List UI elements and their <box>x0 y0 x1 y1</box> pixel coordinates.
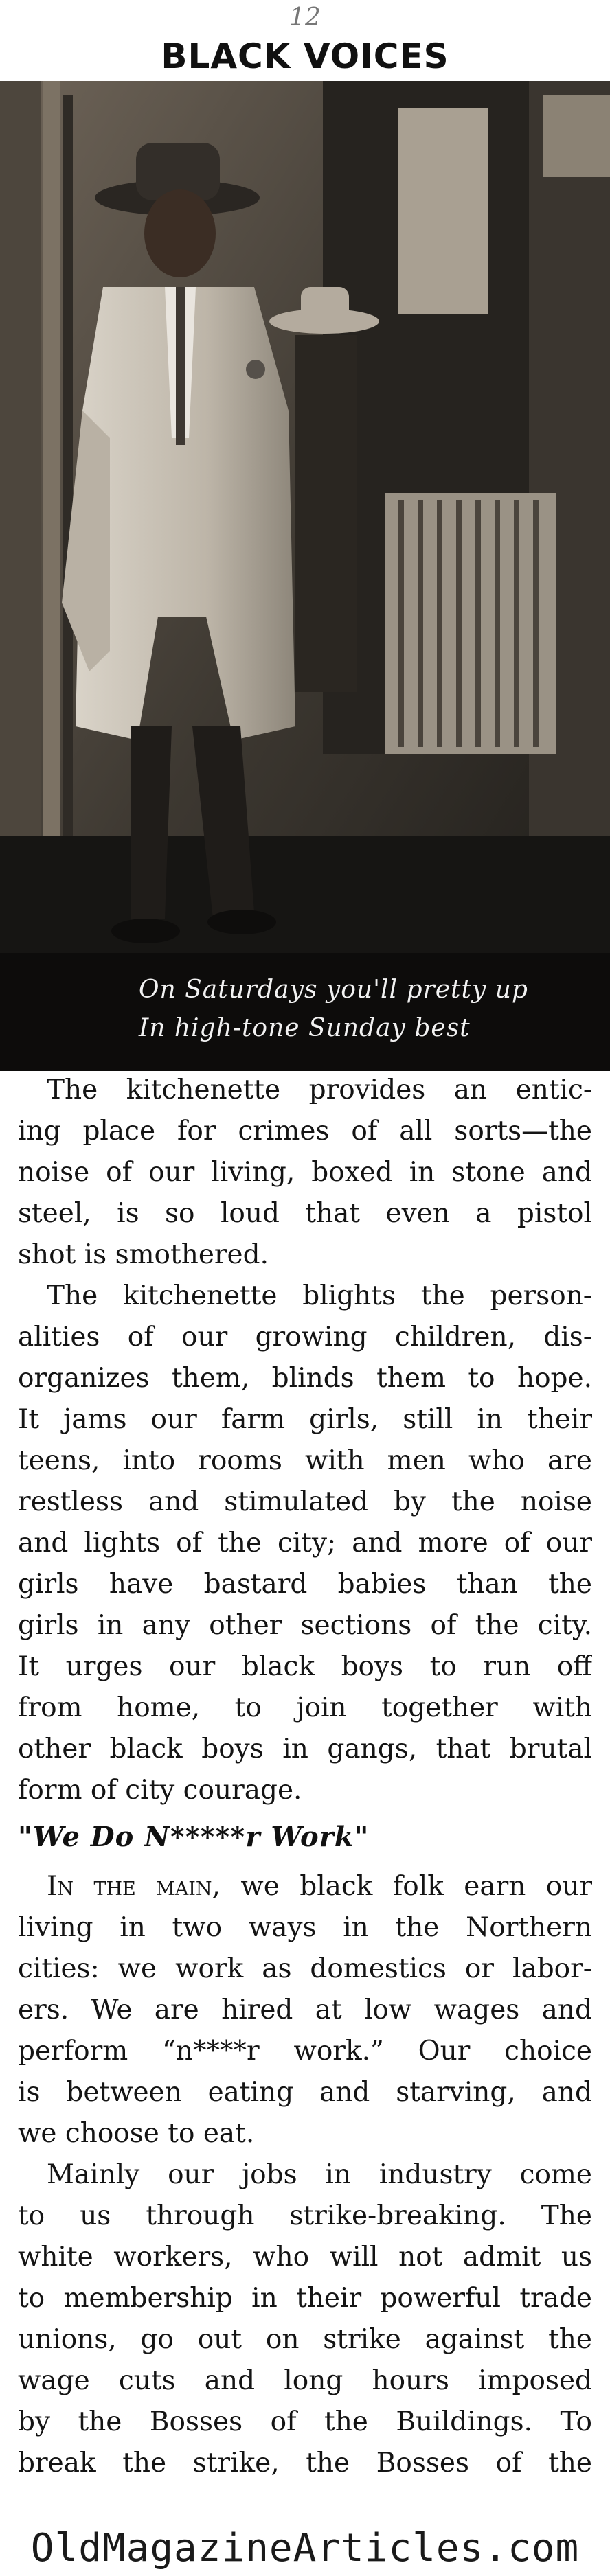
body-line: alities of our growing children, dis- <box>18 1322 592 1353</box>
body-line: to us through strike-breaking. The <box>18 2200 592 2231</box>
body-line: shot is smothered. <box>18 1239 269 1270</box>
body-line: The kitchenette blights the person- <box>47 1280 592 1311</box>
body-line: girls have bastard babies than the <box>18 1569 592 1600</box>
article-photo <box>0 81 610 1071</box>
lead-in-smallcaps: In the main, <box>47 1871 221 1902</box>
section-subhead: "We Do N*****r Work" <box>18 1821 370 1853</box>
body-line: is between eating and starving, and <box>18 2077 592 2108</box>
photo-scene <box>0 81 610 1071</box>
body-line: form of city courage. <box>18 1775 302 1806</box>
body-line: wage cuts and long hours imposed <box>18 2365 592 2396</box>
body-line: cities: we work as domestics or labor- <box>18 1953 592 1984</box>
body-line: restless and stimulated by the noise <box>18 1486 592 1517</box>
body-line: teens, into rooms with men who are <box>18 1445 592 1476</box>
site-watermark: OldMagazineArticles.com <box>30 2526 580 2571</box>
body-line: organizes them, blinds them to hope. <box>18 1363 592 1394</box>
page-number: 12 <box>289 3 321 32</box>
body-line: from home, to join together with <box>18 1692 592 1723</box>
body-line: perform “n****r work.” Our choice <box>18 2036 592 2067</box>
body-line: noise of our living, boxed in stone and <box>18 1157 592 1188</box>
body-line: and lights of the city; and more of our <box>18 1528 592 1559</box>
body-line: Mainly our jobs in industry come <box>47 2159 592 2190</box>
lead-in-rest: we black folk earn our <box>220 1871 592 1902</box>
body-line: girls in any other sections of the city. <box>18 1610 592 1641</box>
body-line: ing place for crimes of all sorts—the <box>18 1116 592 1147</box>
body-line: we choose to eat. <box>18 2118 255 2149</box>
body-line: The kitchenette provides an entic- <box>47 1074 592 1105</box>
body-line: other black boys in gangs, that brutal <box>18 1734 592 1764</box>
body-line: by the Bosses of the Buildings. To <box>18 2406 592 2437</box>
article-body <box>0 1070 610 2518</box>
body-line: white workers, who will not admit us <box>18 2242 592 2273</box>
section-headline: BLACK VOICES <box>161 36 449 76</box>
photo-caption <box>139 971 592 1048</box>
caption-line: In high-tone Sunday best <box>139 1014 471 1042</box>
body-line: ers. We are hired at low wages and <box>18 1994 592 2025</box>
body-line: break the strike, the Bosses of the <box>18 2448 592 2479</box>
body-line: living in two ways in the Northern <box>18 1912 592 1943</box>
body-line: to membership in their powerful trade <box>18 2283 592 2314</box>
caption-line: On Saturdays you'll pretty up <box>139 976 528 1004</box>
body-line: steel, is so loud that even a pistol <box>18 1198 592 1229</box>
body-line: It urges our black boys to run off <box>18 1651 592 1682</box>
body-line <box>47 1866 592 1907</box>
body-line: unions, go out on strike against the <box>18 2324 592 2355</box>
body-line: It jams our farm girls, still in their <box>18 1404 592 1435</box>
